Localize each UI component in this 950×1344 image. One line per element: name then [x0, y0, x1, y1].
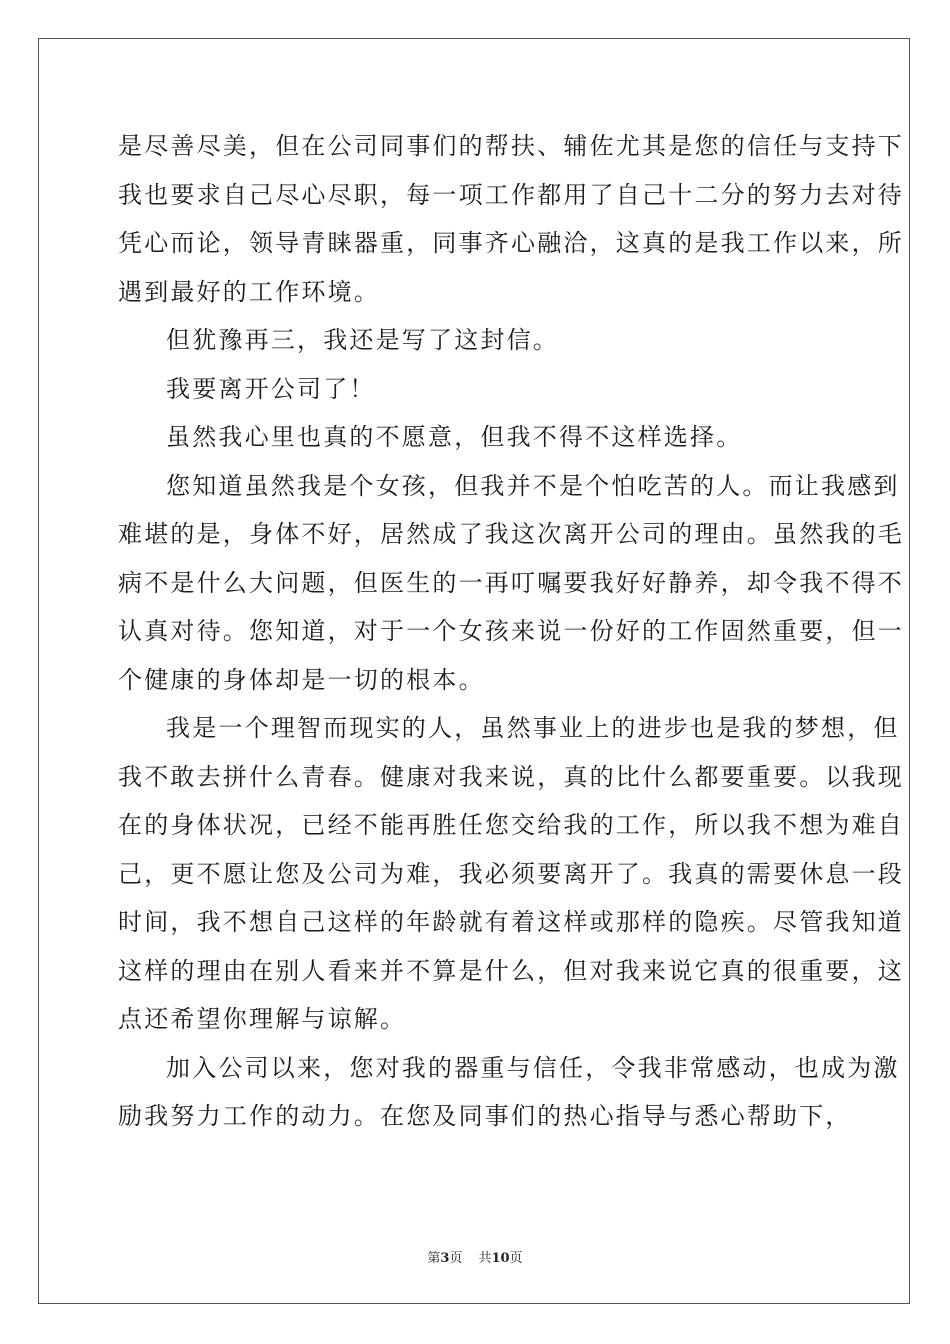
text-line: 这样的理由在别人看来并不算是什么，但对我来说它真的很重要，这	[118, 956, 904, 985]
text-line: 虽然我心里也真的不愿意，但我不得不这样选择。	[166, 423, 743, 451]
footer-page-suffix: 页	[449, 1251, 463, 1266]
text-line: 您知道虽然我是个女孩，但我并不是个怕吃苦的人。而让我感到	[166, 471, 900, 500]
text-line: 我也要求自己尽心尽职，每一项工作都用了自己十二分的努力去对待	[118, 180, 904, 209]
text-line: 励我努力工作的动力。在您及同事们的热心指导与悉心帮助下，	[118, 1102, 852, 1130]
text-line: 我要离开公司了！	[166, 374, 376, 403]
text-line: 我不敢去拼什么青春。健康对我来说，真的比什么都要重要。以我现	[118, 762, 904, 791]
document-body	[118, 122, 904, 1141]
footer-page-total: 10	[491, 1251, 510, 1266]
footer-page-prefix: 第	[427, 1251, 441, 1266]
text-line: 凭心而论，领导青睐器重，同事齐心融洽，这真的是我工作以来，所	[118, 229, 904, 257]
text-line: 遇到最好的工作环境。	[118, 277, 380, 306]
text-line: 个健康的身体却是一切的根本。	[118, 665, 485, 694]
text-line: 我是一个理智而现实的人，虽然事业上的进步也是我的梦想，但	[166, 714, 900, 742]
page-footer	[0, 1247, 950, 1266]
text-line: 病不是什么大问题，但医生的一再叮嘱要我好好静养，却令我不得不	[118, 568, 904, 597]
text-line: 时间，我不想自己这样的年龄就有着这样或那样的隐疾。尽管我知道	[118, 908, 904, 936]
text-line: 加入公司以来，您对我的器重与信任，令我非常感动，也成为激	[166, 1053, 900, 1082]
text-line: 认真对待。您知道，对于一个女孩来说一份好的工作固然重要，但一	[118, 617, 904, 645]
footer-total-suffix: 页	[509, 1251, 523, 1266]
text-line: 己，更不愿让您及公司为难，我必须要离开了。我真的需要休息一段	[118, 859, 904, 888]
text-line: 是尽善尽美，但在公司同事们的帮扶、辅佐尤其是您的信任与支持下	[118, 132, 904, 160]
text-line: 难堪的是，身体不好，居然成了我这次离开公司的理由。虽然我的毛	[118, 520, 904, 548]
text-line: 但犹豫再三，我还是写了这封信。	[166, 326, 559, 354]
text-line: 点还希望你理解与谅解。	[118, 1005, 407, 1033]
footer-total-prefix: 共	[478, 1251, 492, 1266]
text-line: 在的身体状况，已经不能再胜任您交给我的工作，所以我不想为难自	[118, 811, 904, 839]
footer-page-current: 3	[440, 1251, 450, 1266]
